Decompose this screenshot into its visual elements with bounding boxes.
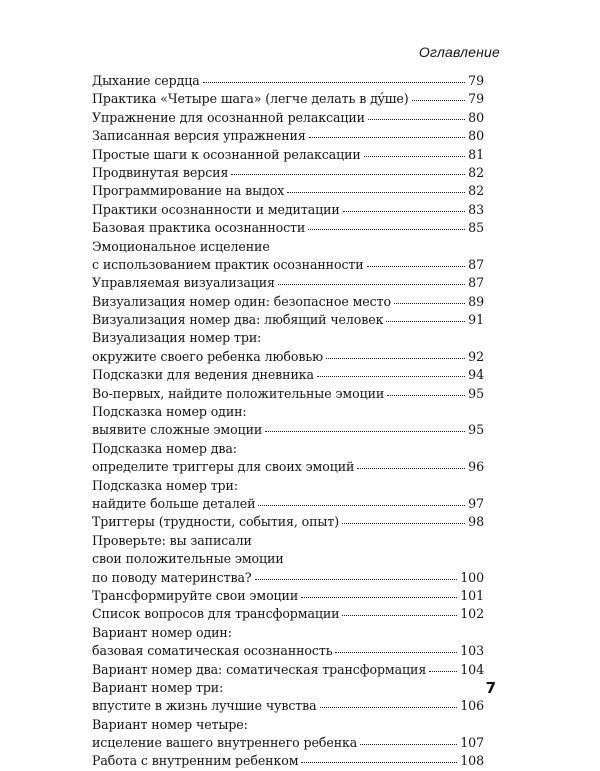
toc-entry-page: 81 bbox=[468, 146, 484, 162]
toc-entry-line bbox=[92, 477, 484, 495]
dot-leader bbox=[301, 761, 457, 763]
toc-entry-title: Визуализация номер один: безопасное место bbox=[92, 293, 391, 309]
toc-entry bbox=[92, 164, 484, 182]
toc-entry-title: Эмоциональное исцеление bbox=[92, 238, 270, 254]
toc-entry-title: Подсказка номер три: bbox=[92, 477, 238, 493]
toc-entry-line bbox=[92, 513, 484, 531]
toc-entry-title: впустите в жизнь лучшие чувства bbox=[92, 698, 317, 714]
toc-entry-title: Во-первых, найдите положительные эмоции bbox=[92, 385, 385, 401]
toc-entry-title: выявите сложные эмоции bbox=[92, 422, 263, 438]
toc-entry-title: Подсказка номер два: bbox=[92, 440, 237, 456]
toc-entry-page: 98 bbox=[468, 514, 484, 530]
toc-entry bbox=[92, 587, 484, 605]
toc-entry-title: Трансформируйте свои эмоции bbox=[92, 587, 299, 603]
toc-entry-title: Записанная версия упражнения bbox=[92, 128, 306, 144]
toc-entry-line bbox=[92, 440, 484, 458]
toc-entry-page: 104 bbox=[460, 661, 484, 677]
toc-entry bbox=[92, 752, 484, 770]
toc-entry bbox=[92, 72, 484, 90]
dot-leader bbox=[386, 320, 465, 322]
toc-entry-line bbox=[92, 238, 484, 256]
dot-leader bbox=[308, 228, 465, 230]
toc-entry bbox=[92, 716, 484, 753]
page-number: 7 bbox=[485, 679, 496, 697]
toc-entry bbox=[92, 201, 484, 219]
toc-entry-line bbox=[92, 385, 484, 403]
toc-entry-page: 79 bbox=[468, 91, 484, 107]
toc-entry-line bbox=[92, 532, 484, 550]
toc-entry-title: Проверьте: вы записали bbox=[92, 532, 252, 548]
toc-entry-line bbox=[92, 329, 484, 347]
dot-leader bbox=[343, 210, 465, 212]
toc-entry-line bbox=[92, 587, 484, 605]
toc-entry-page: 80 bbox=[468, 109, 484, 125]
toc-entry-title: определите триггеры для своих эмоций bbox=[92, 459, 355, 475]
toc-entry-line bbox=[92, 274, 484, 292]
toc-entry-line bbox=[92, 697, 484, 715]
toc-entry-page: 92 bbox=[468, 348, 484, 364]
toc-entry-line bbox=[92, 182, 484, 200]
toc-entry-line bbox=[92, 146, 484, 164]
toc-entry-line bbox=[92, 366, 484, 384]
dot-leader bbox=[320, 706, 458, 708]
toc-entry-title: Управляемая визуализация bbox=[92, 275, 275, 291]
toc-entry bbox=[92, 385, 484, 403]
toc-entry-line bbox=[92, 201, 484, 219]
dot-leader bbox=[301, 596, 457, 598]
toc-entry-title: Продвинутая версия bbox=[92, 164, 229, 180]
toc-entry-title: Вариант номер два: соматическая трансформация bbox=[92, 661, 427, 677]
toc-entry bbox=[92, 366, 484, 384]
toc-entry-line bbox=[92, 458, 484, 476]
toc-entry-title: Базовая практика осознанности bbox=[92, 220, 306, 236]
table-of-contents bbox=[92, 72, 484, 771]
toc-entry bbox=[92, 293, 484, 311]
dot-leader bbox=[255, 578, 458, 580]
toc-entry bbox=[92, 403, 484, 440]
toc-entry-page: 96 bbox=[468, 459, 484, 475]
toc-entry-line bbox=[92, 752, 484, 770]
toc-entry-line bbox=[92, 679, 484, 697]
toc-entry-line bbox=[92, 256, 484, 274]
dot-leader bbox=[203, 81, 466, 83]
toc-entry-line bbox=[92, 495, 484, 513]
toc-entry bbox=[92, 311, 484, 329]
toc-entry-title: Простые шаги к осознанной релаксации bbox=[92, 146, 361, 162]
toc-entry-title: Визуализация номер три: bbox=[92, 330, 262, 346]
toc-entry-page: 95 bbox=[468, 385, 484, 401]
toc-entry-title: Вариант номер три: bbox=[92, 679, 224, 695]
dot-leader bbox=[342, 614, 457, 616]
toc-entry-page: 101 bbox=[460, 587, 484, 603]
toc-entry-page: 89 bbox=[468, 293, 484, 309]
toc-entry-page: 87 bbox=[468, 256, 484, 272]
toc-entry-title: Дыхание сердца bbox=[92, 73, 200, 88]
dot-leader bbox=[231, 173, 465, 175]
toc-entry-title: по поводу материнства? bbox=[92, 569, 252, 585]
toc-entry-title: исцеление вашего внутреннего ребенка bbox=[92, 735, 358, 751]
dot-leader bbox=[394, 302, 465, 304]
toc-entry bbox=[92, 127, 484, 145]
toc-entry-line bbox=[92, 550, 484, 568]
toc-entry bbox=[92, 679, 484, 716]
toc-entry-line bbox=[92, 421, 484, 439]
dot-leader bbox=[367, 265, 466, 267]
toc-entry-title: Визуализация номер два: любящий человек bbox=[92, 312, 384, 328]
dot-leader bbox=[309, 136, 465, 138]
toc-entry-page: 100 bbox=[460, 569, 484, 585]
toc-entry-line bbox=[92, 72, 484, 90]
toc-entry-page: 95 bbox=[468, 422, 484, 438]
dot-leader bbox=[342, 522, 465, 524]
dot-leader bbox=[278, 283, 465, 285]
toc-entry bbox=[92, 90, 484, 108]
toc-entry-line bbox=[92, 348, 484, 366]
toc-entry-line bbox=[92, 403, 484, 421]
toc-entry-page: 83 bbox=[468, 201, 484, 217]
toc-entry bbox=[92, 329, 484, 366]
toc-entry-page: 82 bbox=[468, 164, 484, 180]
toc-entry-title: Практики осознанности и медитации bbox=[92, 201, 340, 217]
toc-entry-page: 102 bbox=[460, 606, 484, 622]
toc-entry-page: 103 bbox=[460, 643, 484, 659]
toc-entry-page: 85 bbox=[468, 220, 484, 236]
toc-entry-line bbox=[92, 661, 484, 679]
toc-entry-line bbox=[92, 605, 484, 623]
toc-entry bbox=[92, 513, 484, 531]
dot-leader bbox=[387, 394, 465, 396]
toc-entry-title: Вариант номер один: bbox=[92, 624, 232, 640]
toc-entry-page: 97 bbox=[468, 495, 484, 511]
toc-entry-line bbox=[92, 164, 484, 182]
toc-entry bbox=[92, 624, 484, 661]
toc-entry-page: 87 bbox=[468, 275, 484, 291]
toc-entry-title: с использованием практик осознанности bbox=[92, 256, 364, 272]
toc-entry-title: Подсказки для ведения дневника bbox=[92, 367, 314, 383]
toc-entry-page: 107 bbox=[460, 735, 484, 751]
toc-entry-page: 82 bbox=[468, 183, 484, 199]
toc-entry bbox=[92, 274, 484, 292]
toc-entry bbox=[92, 477, 484, 514]
toc-entry-title: Работа с внутренним ребенком bbox=[92, 753, 299, 769]
toc-entry-title: найдите больше деталей bbox=[92, 495, 256, 511]
dot-leader bbox=[429, 670, 457, 672]
toc-entry bbox=[92, 238, 484, 275]
dot-leader bbox=[265, 430, 465, 432]
toc-entry-title: окружите своего ребенка любовью bbox=[92, 348, 323, 364]
toc-entry-title: свои положительные эмоции bbox=[92, 551, 284, 567]
toc-entry-line bbox=[92, 716, 484, 734]
toc-entry-line bbox=[92, 90, 484, 108]
dot-leader bbox=[317, 375, 465, 377]
dot-leader bbox=[412, 99, 466, 101]
toc-entry-title: Вариант номер четыре: bbox=[92, 716, 248, 732]
dot-leader bbox=[335, 651, 457, 653]
toc-entry-title: Подсказка номер один: bbox=[92, 404, 247, 420]
toc-entry-line bbox=[92, 311, 484, 329]
dot-leader bbox=[368, 118, 465, 120]
dot-leader bbox=[326, 357, 465, 359]
dot-leader bbox=[364, 155, 465, 157]
toc-entry bbox=[92, 146, 484, 164]
toc-entry bbox=[92, 219, 484, 237]
toc-entry-title: Практика «Четыре шага» (легче делать в дýше) bbox=[92, 91, 409, 107]
running-head: Оглавление bbox=[418, 44, 500, 60]
dot-leader bbox=[287, 191, 465, 193]
toc-entry bbox=[92, 605, 484, 623]
toc-entry bbox=[92, 532, 484, 587]
toc-entry-line bbox=[92, 109, 484, 127]
toc-entry-line bbox=[92, 569, 484, 587]
toc-entry-page: 91 bbox=[468, 312, 484, 328]
toc-entry-title: базовая соматическая осознанность bbox=[92, 643, 333, 659]
toc-entry bbox=[92, 440, 484, 477]
toc-entry-page: 80 bbox=[468, 128, 484, 144]
dot-leader bbox=[357, 467, 465, 469]
dot-leader bbox=[258, 504, 465, 506]
toc-entry-page: 79 bbox=[468, 73, 484, 88]
toc-entry-line bbox=[92, 219, 484, 237]
toc-entry-title: Программирование на выдох bbox=[92, 183, 285, 199]
toc-entry bbox=[92, 182, 484, 200]
toc-entry-line bbox=[92, 624, 484, 642]
toc-entry-line bbox=[92, 642, 484, 660]
toc-entry bbox=[92, 109, 484, 127]
toc-entry-line bbox=[92, 127, 484, 145]
toc-entry-title: Упражнение для осознанной релаксации bbox=[92, 109, 365, 125]
toc-entry-title: Список вопросов для трансформации bbox=[92, 606, 340, 622]
toc-entry-line bbox=[92, 293, 484, 311]
toc-entry-page: 94 bbox=[468, 367, 484, 383]
toc-entry-page: 106 bbox=[460, 698, 484, 714]
toc-entry-page: 108 bbox=[460, 753, 484, 769]
dot-leader bbox=[360, 743, 457, 745]
toc-entry-title: Триггеры (трудности, события, опыт) bbox=[92, 514, 340, 530]
toc-entry bbox=[92, 661, 484, 679]
